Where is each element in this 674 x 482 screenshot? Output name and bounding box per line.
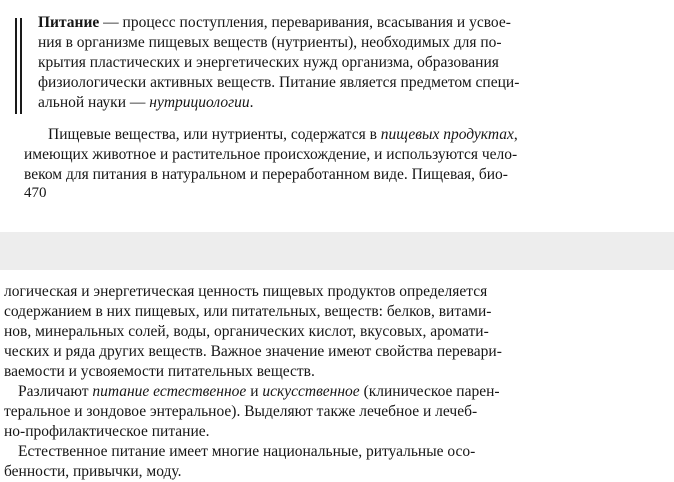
paragraph-line: веком для питания в натуральном и переработанном виде. Пищевая, био- xyxy=(24,166,508,183)
paragraph-line: Различают питание естественное и искусственное (клиническое парен- xyxy=(18,383,500,400)
paragraph-line: Пищевые вещества, или нутриенты, содержатся в пищевых продуктах, xyxy=(48,126,518,143)
definition-line: Питание — процесс поступления, переваривания, всасывания и усвое- xyxy=(38,14,511,31)
page-separator xyxy=(0,232,674,270)
definition-line: физиологически активных веществ. Питание является предметом специ- xyxy=(38,74,520,91)
paragraph-line: ваемости и усвояемости питательных веществ. xyxy=(4,363,315,380)
definition-line: крытия пластических и энергетических нужд организма, образования xyxy=(38,54,499,71)
paragraph-line: Естественное питание имеет многие национальные, ритуальные осо- xyxy=(18,443,476,460)
paragraph-line: нов, минеральных солей, воды, органических кислот, вкусовых, аромати- xyxy=(4,323,489,340)
page-number: 470 xyxy=(24,185,47,201)
paragraph-line: но-профилактическое питание. xyxy=(4,423,210,440)
definition-line: ния в организме пищевых веществ (нутриенты), необходимых для по- xyxy=(38,34,502,51)
definition-line: альной науки — нутрициологии. xyxy=(38,94,254,111)
paragraph-line: ческих и ряда других веществ. Важное значение имеют свойства перевари- xyxy=(4,343,502,360)
paragraph-line: логическая и энергетическая ценность пищевых продуктов определяется xyxy=(4,283,488,300)
paragraph-line: теральное и зондовое энтеральное). Выделяют также лечебное и лечеб- xyxy=(4,403,478,420)
paragraph-line: бенности, привычки, моду. xyxy=(4,463,182,480)
book-page-bottom xyxy=(0,270,674,480)
margin-bar-left xyxy=(15,18,17,114)
margin-bar-right xyxy=(20,18,22,114)
book-page-top xyxy=(0,0,674,232)
paragraph-line: содержанием в них пищевых, или питательных, веществ: белков, витами- xyxy=(4,303,492,320)
paragraph-line: имеющих животное и растительное происхождение, и используются чело- xyxy=(24,146,518,163)
